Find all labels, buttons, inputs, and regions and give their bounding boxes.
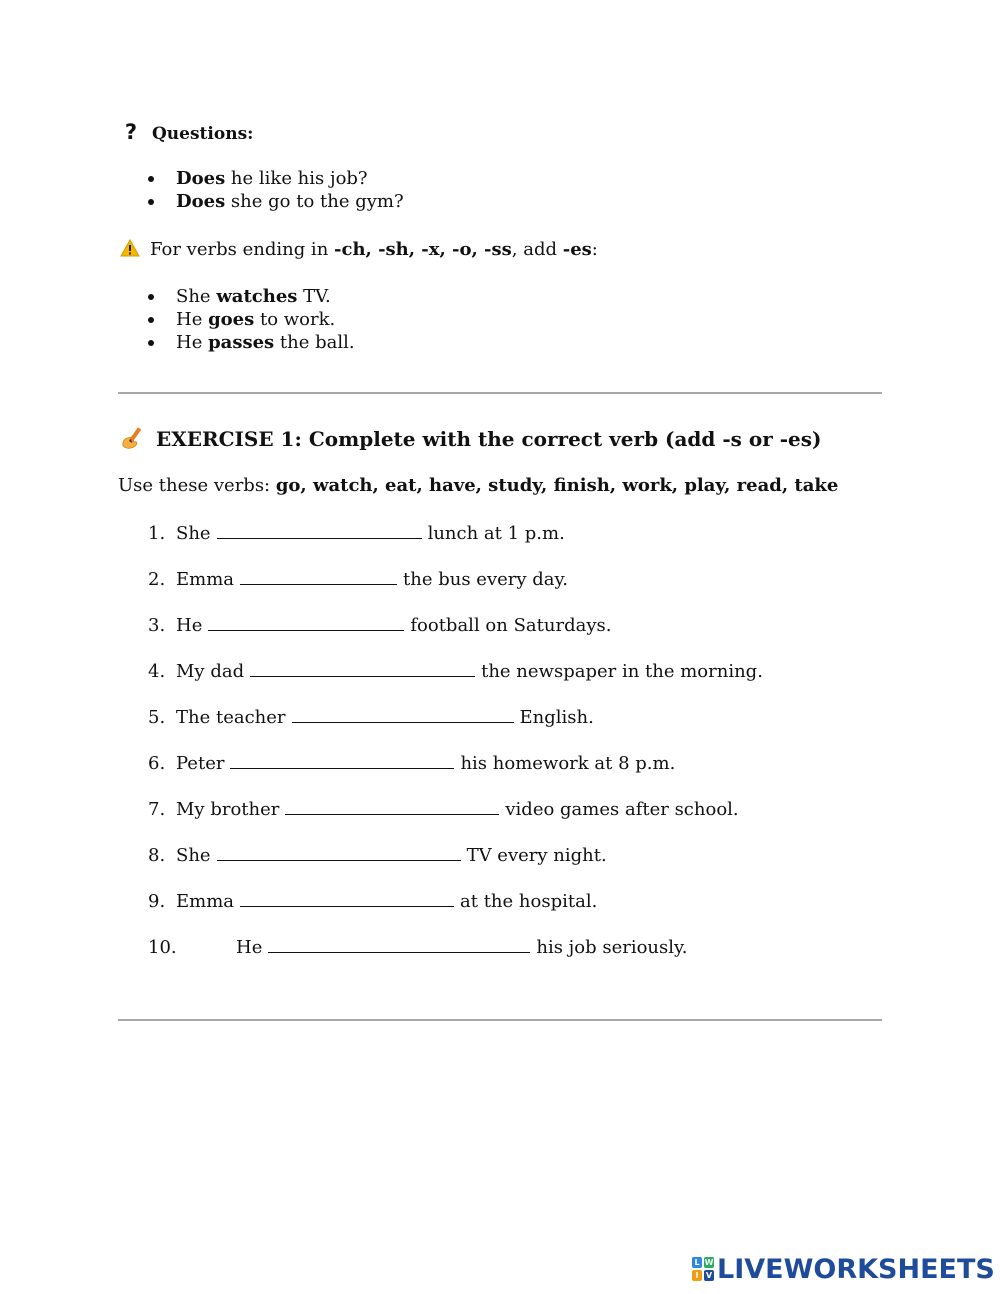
list-item bbox=[148, 285, 355, 308]
logo-tile: W bbox=[704, 1258, 714, 1267]
logo-mark-icon bbox=[692, 1257, 714, 1281]
bullet-icon bbox=[148, 199, 154, 205]
rule-suffix: -es bbox=[562, 239, 592, 260]
item-rest: TV every night. bbox=[466, 845, 607, 866]
rule-prefix: For verbs ending in bbox=[150, 239, 335, 260]
questions-heading-label: Questions: bbox=[152, 124, 254, 144]
rule-end: : bbox=[591, 239, 598, 260]
liveworksheets-logo bbox=[692, 1252, 995, 1286]
answer-blank[interactable] bbox=[217, 843, 461, 861]
bullet-icon bbox=[148, 317, 154, 323]
item-subject: She bbox=[176, 523, 211, 544]
exercise-item-8 bbox=[148, 843, 607, 867]
item-subject: Emma bbox=[176, 891, 235, 912]
item-number: 10. bbox=[148, 937, 177, 958]
question-text: he like his job? bbox=[225, 168, 368, 189]
item-number: 9. bbox=[148, 891, 166, 912]
item-rest: football on Saturdays. bbox=[410, 615, 612, 636]
answer-blank[interactable] bbox=[292, 705, 514, 723]
bullet-icon bbox=[148, 294, 154, 300]
answer-blank[interactable] bbox=[240, 889, 454, 907]
list-item bbox=[148, 190, 404, 213]
logo-tile: L bbox=[692, 1257, 702, 1268]
warning-icon bbox=[120, 239, 140, 257]
logo-text: LIVEWORKSHEETS bbox=[717, 1253, 995, 1285]
item-subject: Peter bbox=[176, 753, 225, 774]
exercise-item-9 bbox=[148, 889, 597, 913]
rule-mid: , add bbox=[511, 239, 563, 260]
item-number: 3. bbox=[148, 615, 166, 636]
list-item bbox=[148, 308, 355, 331]
answer-blank[interactable] bbox=[285, 797, 499, 815]
bullet-icon bbox=[148, 340, 154, 346]
bullet-icon bbox=[148, 176, 154, 182]
example-post: the ball. bbox=[274, 332, 355, 353]
example-post: to work. bbox=[254, 309, 336, 330]
verb-bank-label: Use these verbs: bbox=[118, 475, 276, 496]
question-verb: Does bbox=[176, 168, 226, 189]
answer-blank[interactable] bbox=[230, 751, 454, 769]
question-text: she go to the gym? bbox=[225, 191, 404, 212]
item-subject: He bbox=[176, 615, 203, 636]
exercise-heading bbox=[120, 426, 821, 451]
item-rest: at the hospital. bbox=[460, 891, 598, 912]
example-pre: He bbox=[176, 332, 209, 353]
verb-bank bbox=[118, 475, 838, 496]
answer-blank[interactable] bbox=[268, 935, 530, 953]
item-number: 4. bbox=[148, 661, 166, 682]
item-rest: video games after school. bbox=[505, 799, 739, 820]
example-verb: passes bbox=[208, 332, 275, 353]
item-rest: lunch at 1 p.m. bbox=[427, 523, 565, 544]
item-subject: He bbox=[236, 937, 263, 958]
question-mark-icon: ? bbox=[124, 120, 138, 144]
example-verb: watches bbox=[216, 286, 298, 307]
item-number: 6. bbox=[148, 753, 166, 774]
example-pre: She bbox=[176, 286, 217, 307]
spelling-rule bbox=[120, 239, 598, 260]
exercise-item-4 bbox=[148, 659, 763, 683]
item-subject: She bbox=[176, 845, 211, 866]
exercise-item-3 bbox=[148, 613, 611, 637]
item-number: 2. bbox=[148, 569, 166, 590]
item-subject: My dad bbox=[176, 661, 245, 682]
list-item bbox=[148, 331, 355, 354]
rule-endings: -ch, -sh, -x, -o, -ss bbox=[334, 239, 512, 260]
verb-bank-verbs: go, watch, eat, have, study, finish, work, play, read, take bbox=[275, 475, 839, 496]
example-verb: goes bbox=[208, 309, 255, 330]
question-verb: Does bbox=[176, 191, 226, 212]
item-number: 8. bbox=[148, 845, 166, 866]
item-rest: English. bbox=[519, 707, 594, 728]
answer-blank[interactable] bbox=[240, 567, 397, 585]
exercise-item-6 bbox=[148, 751, 675, 775]
divider bbox=[118, 392, 882, 394]
questions-heading bbox=[120, 120, 253, 144]
exercise-item-10 bbox=[148, 935, 688, 959]
divider bbox=[118, 1019, 882, 1021]
item-subject: Emma bbox=[176, 569, 235, 590]
item-number: 5. bbox=[148, 707, 166, 728]
logo-tile: V bbox=[705, 1271, 713, 1280]
exercise-item-7 bbox=[148, 797, 739, 821]
example-post: TV. bbox=[297, 286, 331, 307]
item-rest: the bus every day. bbox=[403, 569, 569, 590]
answer-blank[interactable] bbox=[208, 613, 404, 631]
item-rest: the newspaper in the morning. bbox=[481, 661, 763, 682]
exercise-item-2 bbox=[148, 567, 568, 591]
exercise-item-1 bbox=[148, 521, 565, 545]
item-rest: his homework at 8 p.m. bbox=[460, 753, 676, 774]
item-rest: his job seriously. bbox=[536, 937, 688, 958]
exercise-item-5 bbox=[148, 705, 594, 729]
logo-tile: I bbox=[692, 1270, 702, 1281]
item-subject: The teacher bbox=[176, 707, 286, 728]
example-pre: He bbox=[176, 309, 209, 330]
answer-blank[interactable] bbox=[250, 659, 475, 677]
exercise-title: EXERCISE 1: Complete with the correct verb (add -s or -es) bbox=[156, 427, 822, 451]
answer-blank[interactable] bbox=[217, 521, 422, 539]
list-item bbox=[148, 167, 404, 190]
examples-list bbox=[148, 285, 355, 354]
item-subject: My brother bbox=[176, 799, 280, 820]
item-number: 7. bbox=[148, 799, 166, 820]
questions-list bbox=[148, 167, 404, 213]
item-number: 1. bbox=[148, 523, 166, 544]
writing-hand-icon bbox=[120, 426, 146, 450]
